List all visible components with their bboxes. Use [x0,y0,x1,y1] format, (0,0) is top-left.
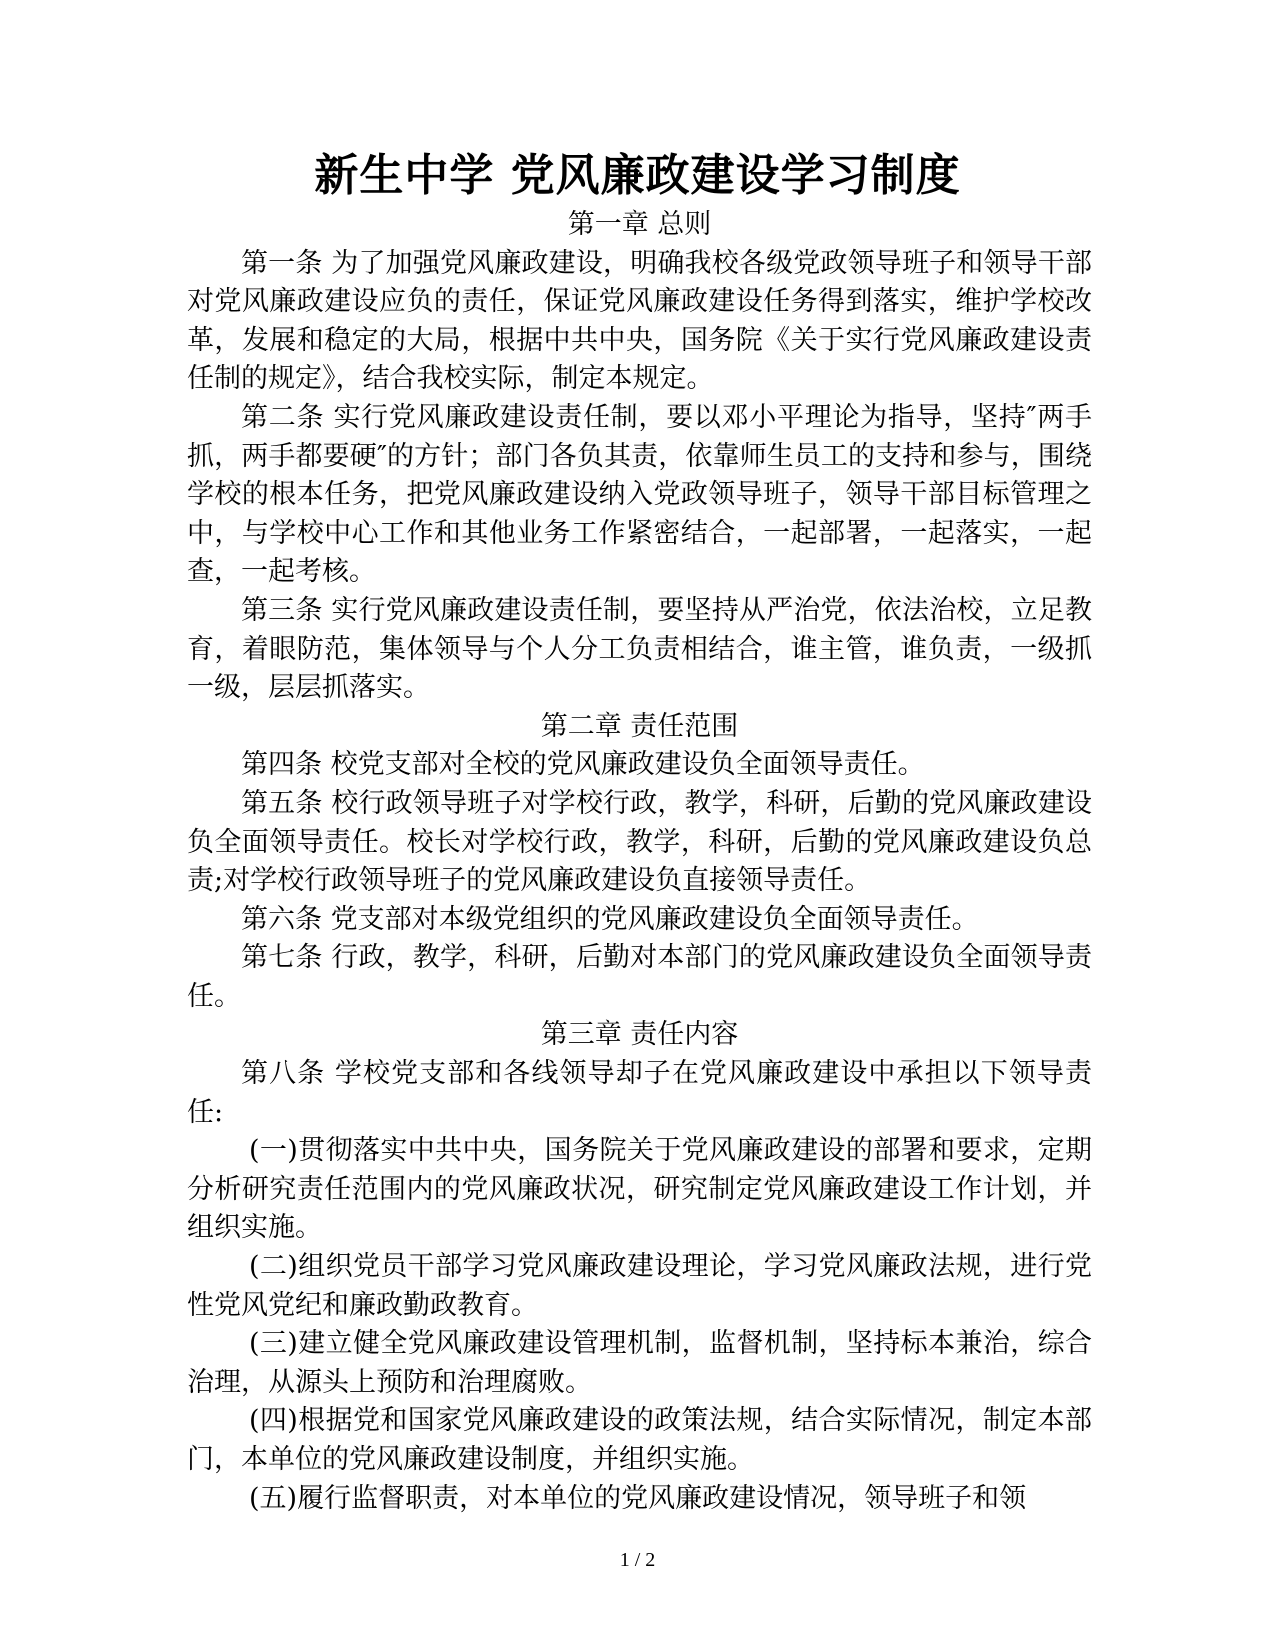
list-item: (二)组织党员干部学习党风廉政建设理论，学习党风廉政法规，进行党性党风党纪和廉政勤政教育。 [187,1251,1092,1321]
article-paragraph: 第三条 实行党风廉政建设责任制，要坚持从严治党，依法治校，立足教育，着眼防范，集体领导与个人分工负责相结合，谁主管，谁负责，一级抓一级，层层抓落实。 [187,594,1092,704]
chapter-heading: 第一章 总则 [567,209,712,240]
article-paragraph: 第一条 为了加强党风廉政建设，明确我校各级党政领导班子和领导干部对党风廉政建设应负的责任，保证党风廉政建设任务得到落实，维护学校改革，发展和稳定的大局，根据中共中央，国务院《关于实行党风廉政建设责任制的规定》，结合我校实际，制定本规定。 [187,247,1092,395]
article-paragraph: 第八条 学校党支部和各线领导却子在党风廉政建设中承担以下领导责任: [187,1058,1092,1128]
article-paragraph: 第七条 行政，教学，科研，后勤对本部门的党风廉政建设负全面领导责任。 [187,942,1092,1012]
chapter-heading: 第三章 责任内容 [540,1019,739,1051]
document-title: 新生中学 党风廉政建设学习制度 [314,150,961,201]
list-item: (五)履行监督职责，对本单位的党风廉政建设情况，领导班子和领 [249,1482,1027,1514]
list-item: (四)根据党和国家党风廉政建设的政策法规，结合实际情况，制定本部门，本单位的党风廉政建设制度，并组织实施。 [187,1405,1092,1475]
chapter-heading: 第二章 责任范围 [540,710,739,742]
list-item: (三)建立健全党风廉政建设管理机制，监督机制，坚持标本兼治，综合治理，从源头上预防和治理腐败。 [187,1328,1092,1398]
page-number: 1 / 2 [619,1549,656,1571]
article-paragraph: 第二条 实行党风廉政建设责任制，要以邓小平理论为指导，坚持″两手抓，两手都要硬″的方针；部门各负其责，依靠师生员工的支持和参与，围绕学校的根本任务，把党风廉政建设纳入党政领导班子，领导干部目标管理之中，与学校中心工作和其他业务工作紧密结合，一起部署，一起落实，一起查，一起考核。 [187,401,1092,588]
article-paragraph: 第五条 校行政领导班子对学校行政，教学，科研，后勤的党风廉政建设负全面领导责任。校长对学校行政，教学，科研，后勤的党风廉政建设负总责;对学校行政领导班子的党风廉政建设负直接领导责任。 [187,787,1092,897]
article-paragraph: 第四条 校党支部对全校的党风廉政建设负全面领导责任。 [241,749,925,781]
article-paragraph: 第六条 党支部对本级党组织的党风廉政建设负全面领导责任。 [241,903,979,935]
list-item: (一)贯彻落实中共中央，国务院关于党风廉政建设的部署和要求，定期分析研究责任范围内的党风廉政状况，研究制定党风廉政建设工作计划，并组织实施。 [187,1135,1092,1244]
document-body [187,206,1092,1518]
